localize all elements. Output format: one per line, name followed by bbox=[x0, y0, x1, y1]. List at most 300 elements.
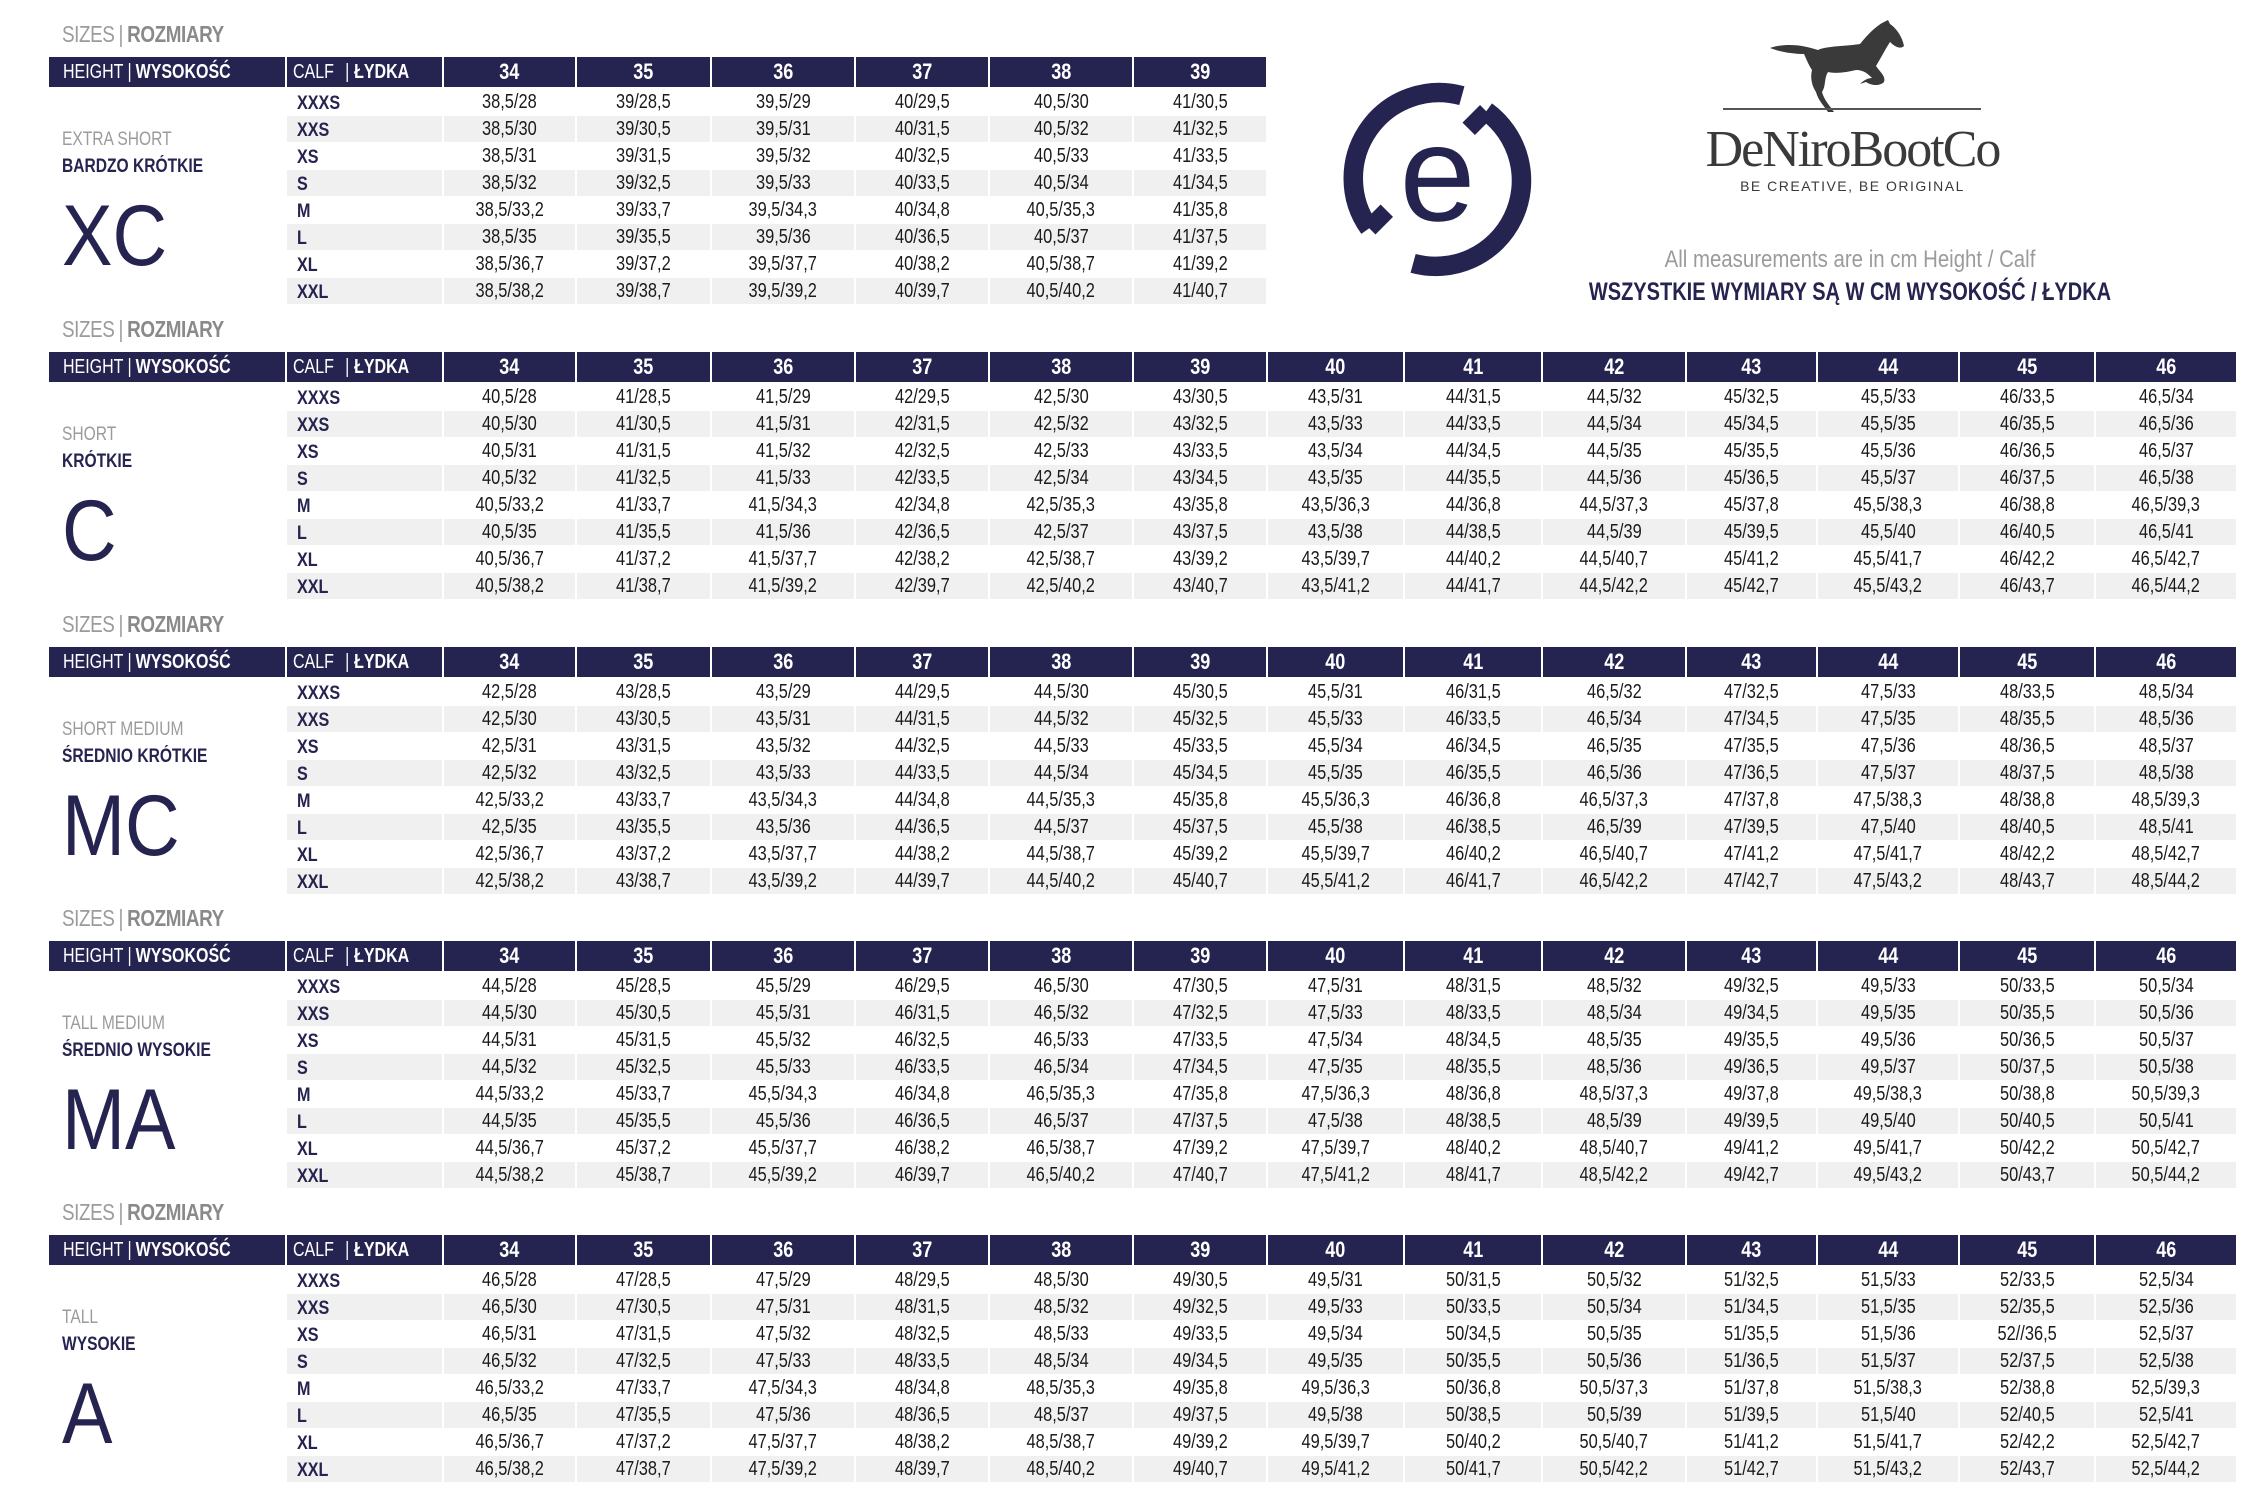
size-label-text: S bbox=[297, 764, 308, 785]
cell-value: 43/31,5 bbox=[616, 735, 671, 757]
calf-header bbox=[287, 1235, 442, 1265]
category-en: EXTRA SHORT bbox=[62, 129, 172, 150]
cell-value: 42,5/28 bbox=[482, 681, 537, 703]
table-cell bbox=[712, 1348, 854, 1374]
size-label bbox=[287, 1081, 442, 1107]
cell-value: 50,5/38 bbox=[2138, 1056, 2194, 1078]
table-cell bbox=[1134, 465, 1266, 491]
cell-value: 45/39,2 bbox=[1172, 843, 1228, 865]
table-row bbox=[0, 1081, 2265, 1108]
cell-value: 38,5/31 bbox=[482, 145, 537, 167]
height-label: HEIGHT bbox=[63, 651, 124, 673]
table-cell bbox=[1818, 733, 1958, 759]
table-cell bbox=[856, 143, 988, 169]
table-cell bbox=[1134, 1108, 1266, 1134]
cell-value: 46,5/34 bbox=[2138, 386, 2194, 408]
table-cell bbox=[2096, 1267, 2236, 1293]
size-label bbox=[287, 573, 442, 599]
cell-value: 41/31,5 bbox=[616, 440, 671, 462]
cell-value: 50,5/36 bbox=[1586, 1350, 1642, 1372]
cell-value: 49,5/41,7 bbox=[1853, 1137, 1923, 1159]
cell-value: 52,5/34 bbox=[2138, 1269, 2194, 1291]
cell-value: 46/34,5 bbox=[1445, 735, 1501, 757]
table-cell bbox=[1818, 814, 1958, 840]
cell-value: 47/41,2 bbox=[1724, 843, 1779, 865]
cell-value: 44,5/34 bbox=[1033, 762, 1089, 784]
size-label-text: S bbox=[297, 469, 308, 490]
table-row bbox=[0, 814, 2265, 841]
table-cell bbox=[1960, 973, 2094, 999]
table-cell bbox=[1818, 1135, 1958, 1161]
cell-value: 48,5/35 bbox=[1586, 1029, 1642, 1051]
size-label-text: XXS bbox=[297, 1004, 330, 1025]
cell-value: 52/37,5 bbox=[1999, 1350, 2055, 1372]
cell-value: 47,5/29 bbox=[755, 1269, 811, 1291]
cell-value: 46/38,5 bbox=[1445, 816, 1501, 838]
column-header-46 bbox=[2096, 1235, 2236, 1265]
table-cell bbox=[1268, 1267, 1403, 1293]
table-cell bbox=[577, 973, 710, 999]
table-cell bbox=[1134, 278, 1266, 304]
cell-value: 43,5/39,2 bbox=[748, 870, 818, 892]
cell-value: 42/39,7 bbox=[894, 575, 950, 597]
size-label bbox=[287, 465, 442, 491]
cell-value: 40/29,5 bbox=[894, 91, 950, 113]
column-header-label: 46 bbox=[2155, 1237, 2177, 1262]
cell-value: 51/35,5 bbox=[1724, 1323, 1779, 1345]
cell-value: 48/33,5 bbox=[1999, 681, 2055, 703]
size-label-text: XL bbox=[297, 550, 318, 571]
table-cell bbox=[856, 679, 988, 705]
cell-value: 41/28,5 bbox=[616, 386, 671, 408]
cell-value: 47/30,5 bbox=[1172, 975, 1228, 997]
column-header-45 bbox=[1960, 647, 2094, 677]
table-cell bbox=[1134, 1375, 1266, 1401]
table-cell bbox=[1543, 841, 1685, 867]
cell-value: 49/36,5 bbox=[1724, 1056, 1779, 1078]
table-cell bbox=[1818, 1108, 1958, 1134]
column-header-label: 37 bbox=[911, 1237, 933, 1262]
column-header-label: 44 bbox=[1877, 354, 1899, 379]
cell-value: 50/31,5 bbox=[1445, 1269, 1501, 1291]
cell-value: 40,5/34 bbox=[1033, 172, 1089, 194]
table-cell bbox=[1268, 573, 1403, 599]
category-en: SHORT bbox=[62, 424, 117, 445]
table-cell bbox=[1960, 868, 2094, 894]
table-cell bbox=[1543, 1294, 1685, 1320]
cell-value: 52,5/41 bbox=[2138, 1404, 2194, 1426]
cell-value: 47,5/39,2 bbox=[748, 1458, 818, 1480]
cell-value: 43/30,5 bbox=[1172, 386, 1228, 408]
wysokosc-label: WYSOKOŚĆ bbox=[135, 1239, 231, 1261]
cell-value: 45/34,5 bbox=[1172, 762, 1228, 784]
cell-value: 46,5/31 bbox=[482, 1323, 537, 1345]
table-cell bbox=[856, 1135, 988, 1161]
table-cell bbox=[1818, 465, 1958, 491]
size-label bbox=[287, 1108, 442, 1134]
cell-value: 40,5/38,7 bbox=[1026, 253, 1096, 275]
cell-value: 44/41,7 bbox=[1445, 575, 1501, 597]
cell-value: 45/30,5 bbox=[1172, 681, 1228, 703]
height-label: HEIGHT bbox=[63, 61, 124, 83]
table-cell bbox=[1543, 1321, 1685, 1347]
cell-value: 44/34,5 bbox=[1445, 440, 1501, 462]
separator: | bbox=[127, 945, 132, 967]
table-cell bbox=[712, 465, 854, 491]
cell-value: 46,5/37 bbox=[1033, 1110, 1089, 1132]
cell-value: 46/34,8 bbox=[894, 1083, 950, 1105]
cell-value: 40,5/36,7 bbox=[475, 548, 544, 570]
cell-value: 49,5/36 bbox=[1860, 1029, 1916, 1051]
column-header-44 bbox=[1818, 1235, 1958, 1265]
column-header-label: 36 bbox=[772, 59, 794, 84]
size-label-text: XXS bbox=[297, 710, 330, 731]
table-cell bbox=[444, 868, 575, 894]
column-header-38 bbox=[990, 941, 1132, 971]
column-header-44 bbox=[1818, 941, 1958, 971]
cell-value: 41,5/29 bbox=[755, 386, 811, 408]
calf-label: CALF bbox=[293, 651, 334, 673]
cell-value: 40,5/30 bbox=[1033, 91, 1089, 113]
table-cell bbox=[712, 384, 854, 410]
table-cell bbox=[444, 465, 575, 491]
cell-value: 47,5/32 bbox=[755, 1323, 811, 1345]
table-cell bbox=[990, 492, 1132, 518]
size-label bbox=[287, 841, 442, 867]
cell-value: 45,5/38,3 bbox=[1853, 494, 1923, 516]
lydka-label: ŁYDKA bbox=[354, 356, 410, 378]
table-cell bbox=[856, 814, 988, 840]
size-label bbox=[287, 1402, 442, 1428]
table-cell bbox=[856, 278, 988, 304]
cell-value: 44,5/30 bbox=[1033, 681, 1089, 703]
table-cell bbox=[577, 1321, 710, 1347]
table-cell bbox=[990, 1054, 1132, 1080]
separator: | bbox=[118, 611, 124, 637]
column-header-label: 37 bbox=[911, 649, 933, 674]
cell-value: 45/37,5 bbox=[1172, 816, 1228, 838]
cell-value: 46,5/42,7 bbox=[2131, 548, 2201, 570]
table-cell bbox=[1960, 411, 2094, 437]
cell-value: 51/37,8 bbox=[1724, 1377, 1779, 1399]
column-header-label: 41 bbox=[1462, 1237, 1484, 1262]
column-header-37 bbox=[856, 647, 988, 677]
table-cell bbox=[856, 1321, 988, 1347]
column-header-37 bbox=[856, 57, 988, 87]
table-row bbox=[0, 251, 2265, 278]
cell-value: 52,5/37 bbox=[2138, 1323, 2194, 1345]
column-header-label: 46 bbox=[2155, 649, 2177, 674]
table-cell bbox=[990, 224, 1132, 250]
column-header-label: 46 bbox=[2155, 943, 2177, 968]
table-cell bbox=[1268, 760, 1403, 786]
cell-value: 42/33,5 bbox=[894, 467, 950, 489]
cell-value: 52/42,2 bbox=[1999, 1431, 2055, 1453]
column-header-38 bbox=[990, 352, 1132, 382]
table-cell bbox=[712, 224, 854, 250]
cell-value: 46/41,7 bbox=[1445, 870, 1501, 892]
calf-label: CALF bbox=[293, 945, 334, 967]
table-cell bbox=[1543, 438, 1685, 464]
size-label-text: XXXS bbox=[297, 93, 341, 114]
cell-value: 46,5/30 bbox=[482, 1296, 537, 1318]
table-cell bbox=[1818, 384, 1958, 410]
table-cell bbox=[856, 170, 988, 196]
column-header-43 bbox=[1687, 941, 1816, 971]
lydka-label: ŁYDKA bbox=[354, 61, 410, 83]
brand-tagline: BE CREATIVE, BE ORIGINAL bbox=[1740, 178, 1965, 194]
table-row bbox=[0, 224, 2265, 251]
table-cell bbox=[577, 224, 710, 250]
cell-value: 41,5/36 bbox=[755, 521, 811, 543]
cell-value: 51/34,5 bbox=[1724, 1296, 1779, 1318]
rozmiary-label: ROZMIARY bbox=[127, 316, 224, 342]
cell-value: 40,5/40,2 bbox=[1026, 280, 1096, 302]
table-cell bbox=[1960, 519, 2094, 545]
cell-value: 48/35,5 bbox=[1445, 1056, 1501, 1078]
table-cell bbox=[1818, 546, 1958, 572]
sizes-label: SIZES bbox=[62, 611, 115, 637]
cell-value: 48/33,5 bbox=[1445, 1002, 1501, 1024]
table-cell bbox=[1134, 170, 1266, 196]
size-label bbox=[287, 384, 442, 410]
cell-value: 43,5/37,7 bbox=[748, 843, 818, 865]
cell-value: 46/35,5 bbox=[1999, 413, 2055, 435]
table-cell bbox=[1543, 573, 1685, 599]
table-cell bbox=[1134, 573, 1266, 599]
cell-value: 46,5/33,2 bbox=[475, 1377, 544, 1399]
table-cell bbox=[990, 706, 1132, 732]
table-cell bbox=[1405, 973, 1541, 999]
table-cell bbox=[1687, 1456, 1816, 1482]
table-cell bbox=[2096, 814, 2236, 840]
cell-value: 48,5/42,2 bbox=[1579, 1164, 1649, 1186]
column-header-label: 39 bbox=[1189, 1237, 1211, 1262]
table-cell bbox=[1818, 411, 1958, 437]
column-header-label: 36 bbox=[772, 354, 794, 379]
table-cell bbox=[990, 89, 1132, 115]
column-header-label: 41 bbox=[1462, 649, 1484, 674]
table-cell bbox=[1405, 519, 1541, 545]
table-cell bbox=[2096, 492, 2236, 518]
table-row bbox=[0, 1000, 2265, 1027]
table-cell bbox=[1960, 1294, 2094, 1320]
cell-value: 46,5/40,7 bbox=[1579, 843, 1649, 865]
table-cell bbox=[1268, 1162, 1403, 1188]
table-cell bbox=[712, 89, 854, 115]
cell-value: 50,5/41 bbox=[2138, 1110, 2194, 1132]
column-header-34 bbox=[444, 647, 575, 677]
table-cell bbox=[444, 519, 575, 545]
size-label-text: XXS bbox=[297, 415, 330, 436]
table-cell bbox=[1405, 868, 1541, 894]
cell-value: 44,5/38,7 bbox=[1026, 843, 1096, 865]
cell-value: 47/32,5 bbox=[616, 1350, 671, 1372]
table-cell bbox=[1543, 1456, 1685, 1482]
brand-name: DeNiroBootCo bbox=[1705, 121, 2000, 178]
cell-value: 47/31,5 bbox=[616, 1323, 671, 1345]
table-cell bbox=[2096, 1321, 2236, 1347]
cell-value: 46,5/35 bbox=[1586, 735, 1642, 757]
table-row bbox=[0, 787, 2265, 814]
calf-label: CALF bbox=[293, 1239, 334, 1261]
table-cell bbox=[712, 1402, 854, 1428]
table-cell bbox=[1543, 787, 1685, 813]
table-cell bbox=[1818, 1456, 1958, 1482]
size-label bbox=[287, 973, 442, 999]
column-header-label: 37 bbox=[911, 354, 933, 379]
table-cell bbox=[1134, 1267, 1266, 1293]
category-pl: ŚREDNIO KRÓTKIE bbox=[62, 746, 208, 767]
cell-value: 51,5/40 bbox=[1860, 1404, 1916, 1426]
table-cell bbox=[990, 868, 1132, 894]
table-cell bbox=[990, 411, 1132, 437]
table-cell bbox=[444, 973, 575, 999]
table-cell bbox=[1960, 787, 2094, 813]
table-cell bbox=[990, 814, 1132, 840]
cell-value: 47/35,5 bbox=[1724, 735, 1779, 757]
table-row bbox=[0, 1429, 2265, 1456]
table-cell bbox=[1960, 573, 2094, 599]
cell-value: 41/37,5 bbox=[1172, 226, 1228, 248]
table-cell bbox=[1134, 197, 1266, 223]
table-row bbox=[0, 384, 2265, 411]
table-cell bbox=[1543, 1162, 1685, 1188]
cell-value: 39/37,2 bbox=[616, 253, 671, 275]
table-cell bbox=[1687, 760, 1816, 786]
cell-value: 51,5/33 bbox=[1860, 1269, 1916, 1291]
cell-value: 49,5/38,3 bbox=[1853, 1083, 1923, 1105]
table-cell bbox=[990, 1321, 1132, 1347]
table-cell bbox=[1134, 411, 1266, 437]
table-cell bbox=[712, 170, 854, 196]
table-cell bbox=[712, 1429, 854, 1455]
cell-value: 47/33,5 bbox=[1172, 1029, 1228, 1051]
cell-value: 46,5/44,2 bbox=[2131, 575, 2201, 597]
cell-value: 45,5/34 bbox=[1308, 735, 1363, 757]
table-cell bbox=[577, 787, 710, 813]
rozmiary-label: ROZMIARY bbox=[127, 611, 224, 637]
table-row bbox=[0, 1456, 2265, 1483]
size-label bbox=[287, 1162, 442, 1188]
table-cell bbox=[1818, 973, 1958, 999]
table-cell bbox=[1543, 706, 1685, 732]
table-cell bbox=[856, 1000, 988, 1026]
cell-value: 45,5/37,7 bbox=[748, 1137, 818, 1159]
cell-value: 43/38,7 bbox=[616, 870, 671, 892]
table-cell bbox=[1818, 706, 1958, 732]
cell-value: 44/40,2 bbox=[1445, 548, 1501, 570]
height-label: HEIGHT bbox=[63, 1239, 124, 1261]
cell-value: 40/36,5 bbox=[894, 226, 950, 248]
table-cell bbox=[444, 116, 575, 142]
table-cell bbox=[1268, 1375, 1403, 1401]
table-cell bbox=[1134, 384, 1266, 410]
table-cell bbox=[1134, 1135, 1266, 1161]
cell-value: 45/40,7 bbox=[1172, 870, 1228, 892]
calf-label: CALF bbox=[293, 61, 334, 83]
table-cell bbox=[990, 1402, 1132, 1428]
table-cell bbox=[577, 760, 710, 786]
cell-value: 40,5/28 bbox=[482, 386, 537, 408]
table-cell bbox=[712, 706, 854, 732]
cell-value: 44/32,5 bbox=[894, 735, 950, 757]
column-header-label: 34 bbox=[499, 354, 520, 379]
cell-value: 48/37,5 bbox=[1999, 762, 2055, 784]
size-label bbox=[287, 411, 442, 437]
cell-value: 43/32,5 bbox=[1172, 413, 1228, 435]
table-cell bbox=[1405, 1108, 1541, 1134]
size-label-text: XS bbox=[297, 147, 319, 168]
cell-value: 47,5/33 bbox=[1860, 681, 1916, 703]
table-row bbox=[0, 1294, 2265, 1321]
size-label bbox=[287, 224, 442, 250]
cell-value: 48/29,5 bbox=[894, 1269, 950, 1291]
cell-value: 51/42,7 bbox=[1724, 1458, 1779, 1480]
table-cell bbox=[1268, 546, 1403, 572]
table-cell bbox=[577, 1456, 710, 1482]
sizes-label: SIZES bbox=[62, 21, 115, 47]
cell-value: 48,5/32 bbox=[1586, 975, 1642, 997]
table-cell bbox=[577, 1375, 710, 1401]
cell-value: 49,5/38 bbox=[1308, 1404, 1363, 1426]
cell-value: 48,5/37,3 bbox=[1579, 1083, 1649, 1105]
size-label-text: XL bbox=[297, 255, 318, 276]
table-cell bbox=[1687, 1054, 1816, 1080]
table-row bbox=[0, 1135, 2265, 1162]
table-cell bbox=[1543, 384, 1685, 410]
table-cell bbox=[2096, 1081, 2236, 1107]
column-header-label: 44 bbox=[1877, 649, 1899, 674]
table-cell bbox=[1960, 1402, 2094, 1428]
column-header-40 bbox=[1268, 941, 1403, 971]
size-label-text: XL bbox=[297, 845, 318, 866]
cell-value: 39,5/31 bbox=[755, 118, 811, 140]
size-label-text: L bbox=[297, 1406, 307, 1427]
table-cell bbox=[1268, 465, 1403, 491]
table-cell bbox=[1960, 1000, 2094, 1026]
table-cell bbox=[856, 224, 988, 250]
table-cell bbox=[1405, 1000, 1541, 1026]
cell-value: 49/39,5 bbox=[1724, 1110, 1779, 1132]
size-label bbox=[287, 170, 442, 196]
column-header-label: 41 bbox=[1462, 943, 1484, 968]
table-cell bbox=[1134, 143, 1266, 169]
table-cell bbox=[1405, 573, 1541, 599]
cell-value: 40,5/33,2 bbox=[475, 494, 544, 516]
size-label-text: XS bbox=[297, 442, 319, 463]
size-label-text: XXL bbox=[297, 577, 329, 598]
cell-value: 43/39,2 bbox=[1172, 548, 1228, 570]
cell-value: 48/40,2 bbox=[1445, 1137, 1501, 1159]
measurement-note-pl: WSZYSTKIE WYMIARY SĄ W CM WYSOKOŚĆ / ŁYDKA bbox=[1588, 278, 2112, 306]
height-header-text bbox=[63, 1235, 231, 1265]
cell-value: 50/33,5 bbox=[1445, 1296, 1501, 1318]
column-header-label: 43 bbox=[1741, 1237, 1762, 1262]
cell-value: 48,5/33 bbox=[1033, 1323, 1089, 1345]
cell-value: 40,5/35,3 bbox=[1026, 199, 1096, 221]
calf-header bbox=[287, 647, 442, 677]
cell-value: 47/36,5 bbox=[1724, 762, 1779, 784]
cell-value: 47,5/38,3 bbox=[1853, 789, 1923, 811]
category-pl: BARDZO KRÓTKIE bbox=[62, 156, 204, 177]
cell-value: 49/30,5 bbox=[1172, 1269, 1228, 1291]
cell-value: 48,5/41 bbox=[2138, 816, 2194, 838]
table-cell bbox=[1134, 116, 1266, 142]
cell-value: 45,5/41,7 bbox=[1853, 548, 1923, 570]
cell-value: 46/31,5 bbox=[894, 1002, 950, 1024]
table-cell bbox=[1818, 1294, 1958, 1320]
